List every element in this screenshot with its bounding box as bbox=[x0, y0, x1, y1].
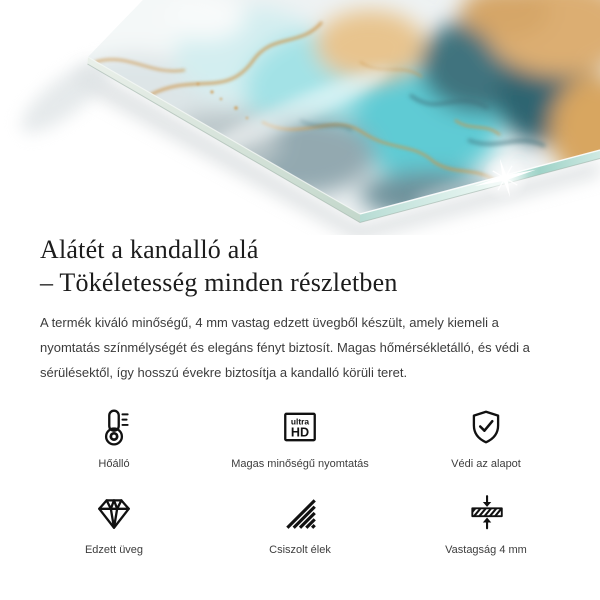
product-description: A termék kiváló minőségű, 4 mm vastag edzett üvegből készült, amely kiemeli a nyomtatás színmélységét és elegáns fényt biztosít. Magas hőmérsékletálló, és védi a sérülésektől, így hosszú évekre biztosítja a kandalló körüli teret. bbox=[40, 315, 530, 380]
diamond-icon bbox=[94, 490, 134, 536]
shield-check-icon bbox=[466, 404, 506, 450]
feature-label: Vastagság 4 mm bbox=[445, 544, 527, 556]
page-title-line2: – Tökéletesség minden részletben bbox=[40, 268, 398, 297]
page-title bbox=[40, 233, 560, 299]
thermometer-icon bbox=[94, 404, 134, 450]
feature-item-polished-edges bbox=[207, 490, 393, 576]
feature-item-protects-base bbox=[393, 404, 579, 490]
feature-label: Csiszolt élek bbox=[269, 544, 331, 556]
feature-label: Hőálló bbox=[98, 458, 130, 470]
feature-item-ultra-hd-print bbox=[207, 404, 393, 490]
thickness-icon bbox=[466, 490, 506, 536]
feature-item-thickness-4mm bbox=[393, 490, 579, 576]
ultra-hd-icon-text-top: ultra bbox=[290, 416, 310, 427]
page-title-line1: Alátét a kandalló alá bbox=[40, 235, 259, 264]
feature-label: Edzett üveg bbox=[84, 544, 144, 556]
glass-panel-illustration bbox=[0, 0, 600, 235]
polished-edges-icon bbox=[280, 490, 320, 536]
feature-item-heat-resistant bbox=[21, 404, 207, 490]
product-image bbox=[0, 0, 600, 235]
feature-label: Védi az alapot bbox=[451, 458, 521, 470]
feature-item-tempered-glass bbox=[21, 490, 207, 576]
feature-label: Magas minőségű nyomtatás bbox=[231, 458, 369, 470]
ultra-hd-icon-text-bottom: HD bbox=[290, 425, 310, 440]
ultra-hd-icon bbox=[280, 404, 320, 450]
features-grid bbox=[21, 404, 579, 576]
